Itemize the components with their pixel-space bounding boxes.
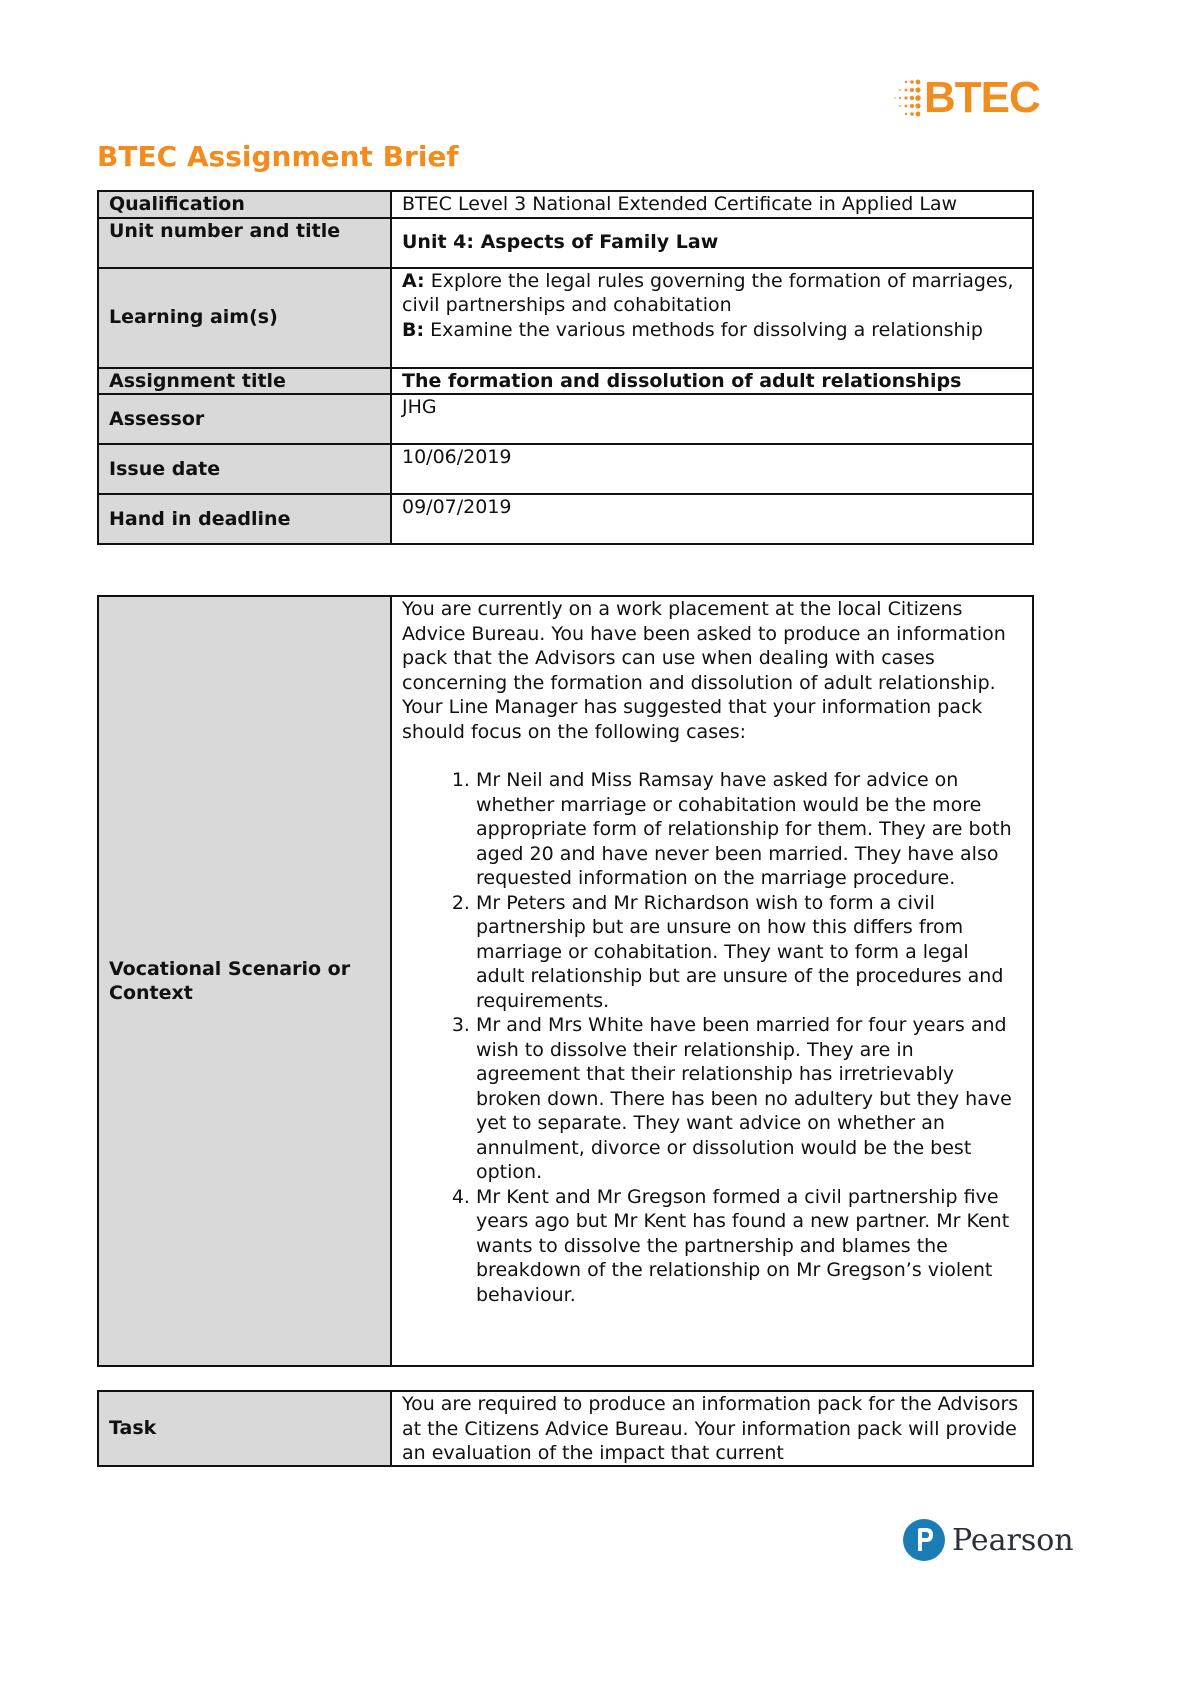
btec-logo-text: BTEC (924, 73, 1040, 122)
unit-value: Unit 4: Aspects of Family Law (391, 218, 1033, 268)
assessor-label: Assessor (98, 394, 391, 444)
list-item: 4. Mr Kent and Mr Gregson formed a civil partnership five years ago but Mr Kent has found a new partner. Mr Kent wants to dissolve the partnership and blames the breakdown of the relationship on Mr Gregson’s violent behaviour. (476, 1185, 1022, 1308)
pearson-mark-icon (902, 1518, 946, 1562)
qualification-row (98, 191, 1033, 218)
scenario-row (98, 596, 1033, 1366)
pearson-logo-text: Pearson (952, 1522, 1074, 1558)
scenario-table (97, 595, 1034, 1367)
issue-date-value: 10/06/2019 (391, 444, 1033, 494)
task-row (98, 1391, 1033, 1466)
qualification-label: Qualification (98, 191, 391, 218)
assignment-title-row (98, 368, 1033, 395)
scenario-content (391, 596, 1033, 1366)
list-item: 3. Mr and Mrs White have been married for four years and wish to dissolve their relationship. They are in agreement that their relationship has irretrievably broken down. There has been no adultery but they have yet to separate. They want advice on whether an annulment, divorce or dissolution would be the best option. (476, 1013, 1022, 1185)
unit-label: Unit number and title (98, 218, 391, 268)
issue-date-row (98, 444, 1033, 494)
aim-b (402, 318, 1022, 343)
task-label: Task (98, 1391, 391, 1466)
scenario-intro: You are currently on a work placement at the local Citizens Advice Bureau. You have been asked to produce an information pack that the Advisors can use when dealing with cases concerning the formation and dissolution of adult relationship. Your Line Manager has suggested that your information pack should focus on the following cases: (402, 598, 1006, 743)
qualification-value: BTEC Level 3 National Extended Certificate in Applied Law (391, 191, 1033, 218)
aim-a-text: Explore the legal rules governing the formation of marriages, civil partnerships and cohabitation (402, 269, 1014, 316)
case-list (402, 768, 1022, 1307)
deadline-row (98, 494, 1033, 544)
deadline-value: 09/07/2019 (391, 494, 1033, 544)
list-item: 2. Mr Peters and Mr Richardson wish to form a civil partnership but are unsure on how this differs from marriage or cohabitation. They want to form a legal adult relationship but are unsure of the procedures and requirements. (476, 891, 1022, 1014)
aim-b-prefix: B: (402, 318, 425, 341)
deadline-label: Hand in deadline (98, 494, 391, 544)
scenario-label: Vocational Scenario or Context (98, 596, 391, 1366)
issue-date-label: Issue date (98, 444, 391, 494)
assignment-title-value: The formation and dissolution of adult relationships (391, 368, 1033, 395)
page-title: BTEC Assignment Brief (97, 140, 459, 173)
unit-row (98, 218, 1033, 268)
aim-b-text: Examine the various methods for dissolving a relationship (424, 318, 983, 341)
task-table (97, 1390, 1034, 1467)
list-item: 1. Mr Neil and Miss Ramsay have asked for advice on whether marriage or cohabitation would be the more appropriate form of relationship for them. They are both aged 20 and have never been married. They have also requested information on the marriage procedure. (476, 768, 1022, 891)
learning-aims-value (391, 268, 1033, 368)
aim-a-prefix: A: (402, 269, 425, 292)
task-text: You are required to produce an information pack for the Advisors at the Citizens Advice Bureau. Your information pack will provide an evaluation of the impact that current (402, 1393, 1019, 1463)
aim-a (402, 269, 1022, 318)
btec-logo (892, 72, 1042, 124)
pearson-logo (902, 1516, 1074, 1564)
learning-aims-row (98, 268, 1033, 368)
learning-aims-label: Learning aim(s) (98, 268, 391, 368)
task-content (391, 1391, 1033, 1466)
btec-dots-icon (892, 76, 922, 120)
assessor-value: JHG (391, 394, 1033, 444)
assessor-row (98, 394, 1033, 444)
brief-info-table (97, 190, 1034, 545)
assignment-title-label: Assignment title (98, 368, 391, 395)
